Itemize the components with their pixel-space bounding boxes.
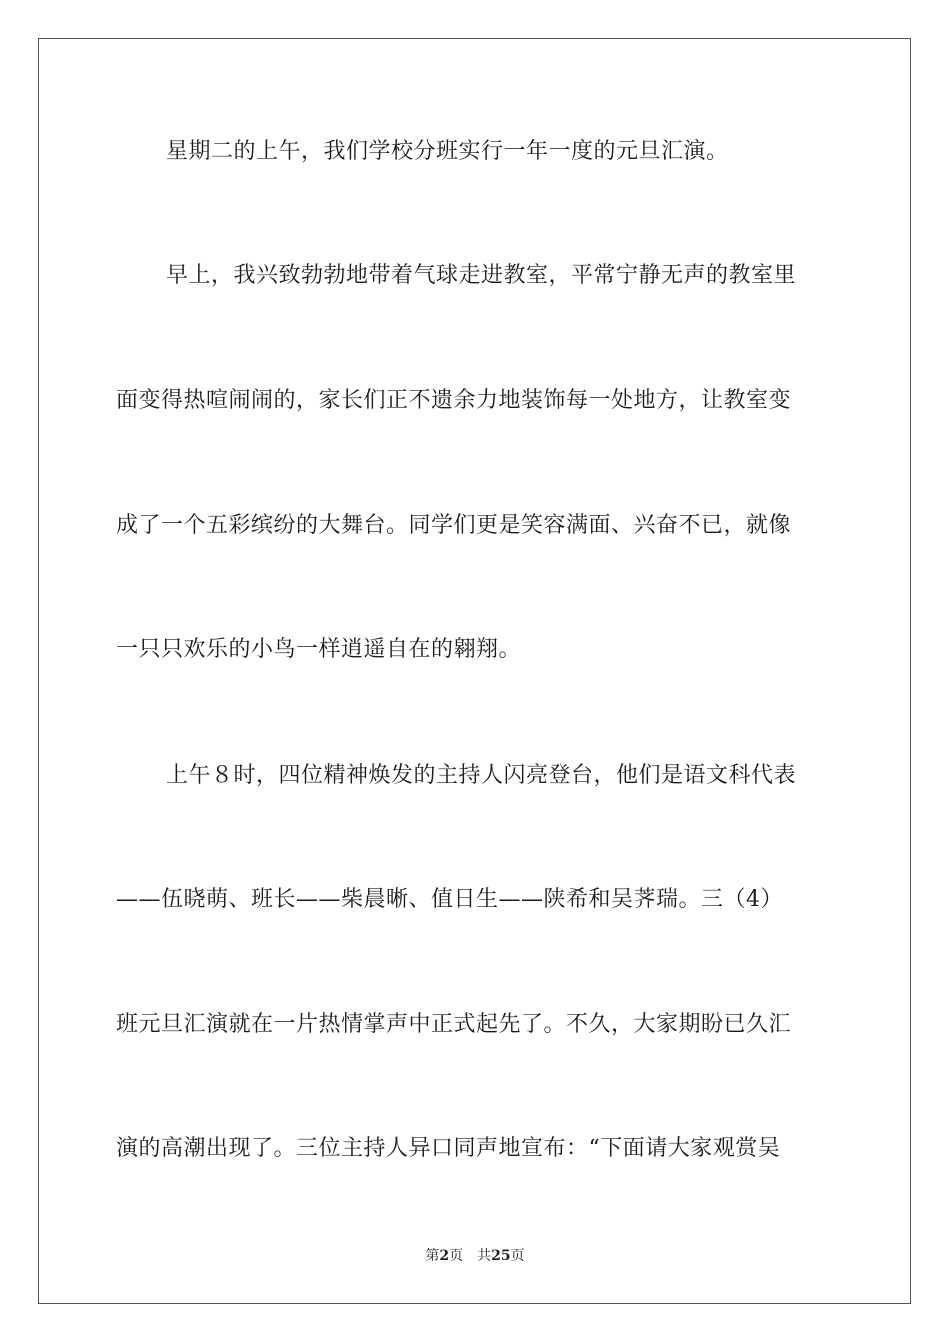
total-prefix: 共 <box>477 1248 492 1264</box>
page-suffix: 页 <box>449 1248 464 1264</box>
paragraph-line: 星期二的上午，我们学校分班实行一年一度的元旦汇演。 <box>166 139 729 164</box>
paragraph-line: 面变得热喧闹闹的，家长们正不遗余力地装饰每一处地方，让教室变 <box>116 388 792 413</box>
page-footer <box>0 1247 950 1265</box>
paragraph-line: 班元旦汇演就在一片热情掌声中正式起先了。不久，大家期盼已久汇 <box>116 1012 792 1037</box>
total-suffix: 页 <box>510 1248 525 1264</box>
paragraph-line: 成了一个五彩缤纷的大舞台。同学们更是笑容满面、兴奋不已，就像 <box>116 513 792 538</box>
paragraph-line: 上午８时，四位精神焕发的主持人闪亮登台，他们是语文科代表 <box>166 763 797 788</box>
page-number: 2 <box>439 1248 450 1264</box>
paragraph-line: 一只只欢乐的小鸟一样逍遥自在的翱翔。 <box>116 637 522 662</box>
paragraph-line: 早上，我兴致勃勃地带着气球走进教室，平常宁静无声的教室里 <box>166 263 797 288</box>
page-frame <box>38 38 911 1304</box>
page-prefix: 第 <box>425 1248 440 1264</box>
paragraph-line: ——伍晓萌、班长——柴晨晰、值日生——陕希和吴荠瑞。三（4） <box>116 887 783 912</box>
total-pages: 25 <box>491 1248 511 1264</box>
paragraph-line: 演的高潮出现了。三位主持人异口同声地宣布：“下面请大家观赏吴 <box>116 1136 781 1161</box>
